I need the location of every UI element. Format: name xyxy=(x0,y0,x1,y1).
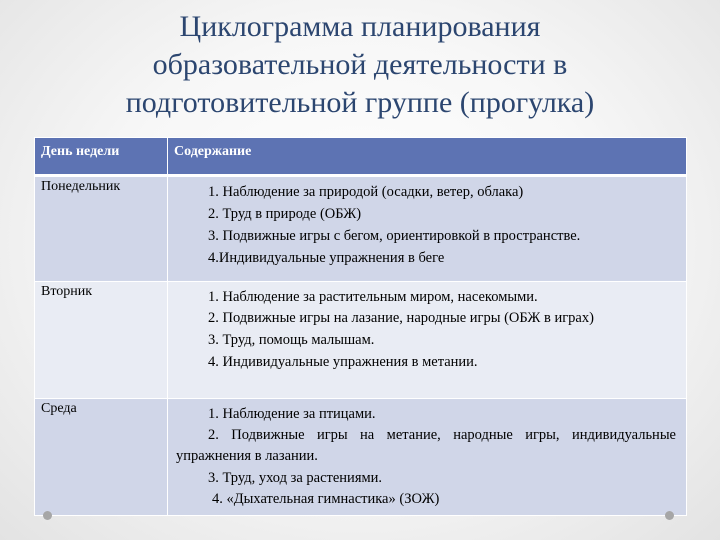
slide-title-line-3: подготовительной группе (прогулка) xyxy=(125,86,595,119)
slide-title-line-1: Циклограмма планирования xyxy=(179,10,541,43)
slide-bullet-decoration xyxy=(43,511,52,520)
list-item: 4.Индивидуальные упражнения в беге xyxy=(208,250,445,266)
list-item: 4. «Дыхательная гимнастика» (ЗОЖ) xyxy=(212,491,440,507)
slide-title-line-2: образовательной деятельности в xyxy=(152,48,568,81)
header-content: Содержание xyxy=(168,138,687,176)
list-item: 3. Труд, уход за растениями. xyxy=(208,470,383,486)
table-row xyxy=(35,176,687,282)
content-cell xyxy=(168,399,687,516)
content-cell xyxy=(168,282,687,399)
list-item: 2. Труд в природе (ОБЖ) xyxy=(208,206,362,222)
slide-bullet-decoration xyxy=(665,511,674,520)
day-cell: Среда xyxy=(35,399,168,516)
list-item: 2. Подвижные игры на метание, народные игры, индивидуальные упражнения в лазании. xyxy=(176,427,676,464)
list-item: 3. Труд, помощь малышам. xyxy=(208,332,375,348)
day-cell: Вторник xyxy=(35,282,168,399)
header-day: День недели xyxy=(35,138,168,176)
list-item: 1. Наблюдение за растительным миром, насекомыми. xyxy=(208,289,538,305)
list-item: 1. Наблюдение за природой (осадки, ветер, облака) xyxy=(208,184,524,200)
schedule-table xyxy=(34,137,687,516)
table-header-row xyxy=(35,138,687,176)
day-cell: Понедельник xyxy=(35,176,168,282)
list-item: 1. Наблюдение за птицами. xyxy=(208,406,376,422)
slide-title xyxy=(40,8,680,122)
list-item: 4. Индивидуальные упражнения в метании. xyxy=(208,354,478,370)
list-item: 3. Подвижные игры с бегом, ориентировкой в пространстве. xyxy=(208,228,581,244)
list-item: 2. Подвижные игры на лазание, народные игры (ОБЖ в играх) xyxy=(208,310,594,326)
table-row xyxy=(35,282,687,399)
content-cell xyxy=(168,176,687,282)
table-row xyxy=(35,399,687,516)
